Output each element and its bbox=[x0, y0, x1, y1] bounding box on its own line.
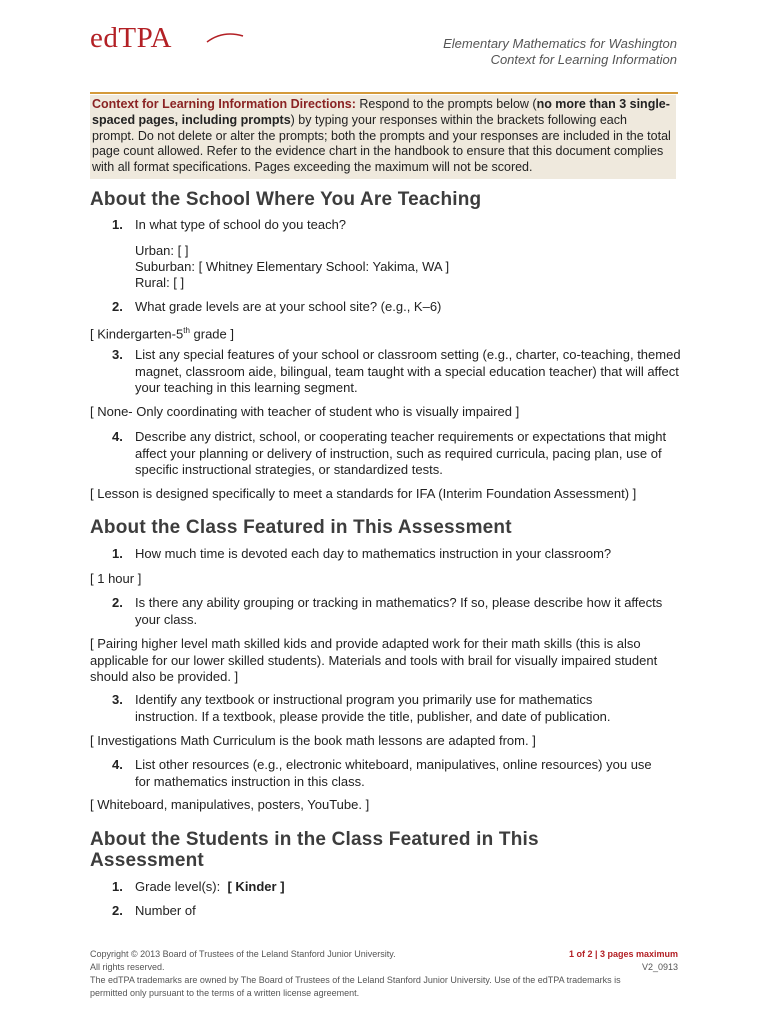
question-text: How much time is devoted each day to mathematics instruction in your classroom? bbox=[135, 546, 612, 561]
students-heading: About the Students in the Class Featured in This Assessment bbox=[90, 829, 539, 871]
school-question-3 bbox=[112, 347, 682, 397]
question-text: List other resources (e.g., electronic whiteboard, manipulatives, online resources) you use for mathematics instruction in this class. bbox=[135, 757, 652, 789]
class-question-4 bbox=[112, 757, 682, 790]
school-heading: About the School Where You Are Teaching bbox=[90, 189, 482, 210]
edtpa-logo bbox=[90, 22, 172, 55]
class-response-3[interactable]: [ Investigations Math Curriculum is the book math lessons are adapted from. ] bbox=[90, 733, 536, 748]
school-response-2[interactable] bbox=[90, 323, 680, 343]
question-text: In what type of school do you teach? bbox=[135, 217, 347, 232]
question-number: 2. bbox=[112, 299, 123, 314]
question-number: 3. bbox=[112, 347, 123, 362]
logo-text: edTPA bbox=[90, 22, 172, 54]
option-urban[interactable]: Urban: [ ] bbox=[135, 243, 189, 258]
class-response-4[interactable]: [ Whiteboard, manipulatives, posters, YouTube. ] bbox=[90, 797, 370, 812]
directions-bold: no more than 3 single-spaced pages, including prompts bbox=[92, 97, 670, 127]
question-number: 3. bbox=[112, 692, 123, 707]
page-footer bbox=[90, 948, 678, 1000]
question-number: 1. bbox=[112, 217, 123, 232]
version-label: V2_0913 bbox=[641, 962, 678, 972]
class-response-2[interactable]: [ Pairing higher level math skilled kids and provide adapted work for their math skills (this is also applicable for our lower skilled students). Materials and tools with brail for visually impaired student should also be provided. ] bbox=[90, 636, 658, 684]
class-question-3 bbox=[112, 692, 682, 725]
rights-text: All rights reserved. bbox=[90, 962, 165, 972]
response-text: [ Kindergarten-5 bbox=[90, 326, 184, 342]
question-text: List any special features of your school or classroom setting (e.g., charter, co-teaching, themed magnet, classroom aide, bilingual, team taught with a special education teacher) that will affect your teaching in this learning segment. bbox=[135, 347, 681, 395]
question-number: 1. bbox=[112, 546, 123, 561]
response-superscript: th bbox=[183, 326, 190, 335]
question-number: 4. bbox=[112, 757, 123, 772]
footer-right bbox=[569, 948, 678, 974]
school-question-2 bbox=[112, 299, 682, 316]
question-text: Grade level(s): bbox=[135, 879, 228, 894]
trademark-text: The edTPA trademarks are owned by The Board of Trustees of the Leland Stanford Junior University. Use of the edTPA trademarks is permitted only pursuant to the terms of a written license agreement. bbox=[90, 975, 621, 998]
directions-text-1: Respond to the prompts below ( bbox=[355, 97, 537, 111]
class-heading: About the Class Featured in This Assessment bbox=[90, 517, 512, 538]
question-text-line bbox=[135, 879, 682, 896]
directions-lead: Context for Learning Information Directions: bbox=[92, 97, 356, 111]
school-question-4 bbox=[112, 429, 682, 479]
class-response-1[interactable]: [ 1 hour ] bbox=[90, 571, 142, 586]
question-number: 2. bbox=[112, 903, 123, 918]
school-response-4[interactable]: [ Lesson is designed specifically to meet a standards for IFA (Interim Foundation Assessment) ] bbox=[90, 486, 637, 501]
class-question-2 bbox=[112, 595, 682, 628]
copyright-text: Copyright © 2013 Board of Trustees of the Leland Stanford Junior University. bbox=[90, 949, 396, 959]
directions-box bbox=[90, 95, 676, 179]
students-grade-response[interactable]: [ Kinder ] bbox=[227, 879, 285, 894]
option-rural[interactable]: Rural: [ ] bbox=[135, 275, 185, 290]
question-number: 1. bbox=[112, 879, 123, 894]
response-text-end: grade ] bbox=[189, 326, 234, 342]
school-response-3[interactable]: [ None- Only coordinating with teacher of student who is visually impaired ] bbox=[90, 404, 520, 419]
question-text: Is there any ability grouping or tracking in mathematics? If so, please describe how it affects your class. bbox=[135, 595, 663, 627]
page-count: 1 of 2 | 3 pages maximum bbox=[568, 949, 678, 959]
students-question-2 bbox=[112, 903, 682, 920]
header-subtitle-line1: Elementary Mathematics for Washington bbox=[443, 36, 677, 51]
question-text: Describe any district, school, or cooperating teacher requirements or expectations that might affect your planning or delivery of instruction, such as required curricula, pacing plan, use of specific instructional strategies, or standardized tests. bbox=[135, 429, 667, 477]
question-text: What grade levels are at your school site? (e.g., K–6) bbox=[135, 299, 442, 314]
school-question-1 bbox=[112, 217, 682, 234]
header-divider bbox=[90, 92, 678, 94]
question-text: Identify any textbook or instructional program you primarily use for mathematics instruction. If a textbook, please provide the title, publisher, and date of publication. bbox=[135, 692, 611, 724]
students-question-1 bbox=[112, 879, 682, 896]
directions-text-2: ) by typing your responses within the brackets following each prompt. Do not delete or alter the prompts; both the prompts and your responses are included in the total page count allowed. Refer to the evidence chart in the handbook to ensure that this document complies with all format specifications. Pages exceeding the maximum will not be scored. bbox=[92, 112, 671, 175]
question-number: 4. bbox=[112, 429, 123, 444]
question-number: 2. bbox=[112, 595, 123, 610]
header-subtitle-line2: Context for Learning Information bbox=[490, 52, 677, 67]
question-text: Number of bbox=[135, 903, 196, 918]
option-suburban[interactable]: Suburban: [ Whitney Elementary School: Yakima, WA ] bbox=[135, 259, 450, 274]
logo-swoosh-icon bbox=[205, 28, 245, 50]
class-question-1 bbox=[112, 546, 682, 563]
school-type-options bbox=[135, 243, 449, 291]
header-subtitle bbox=[443, 36, 677, 68]
